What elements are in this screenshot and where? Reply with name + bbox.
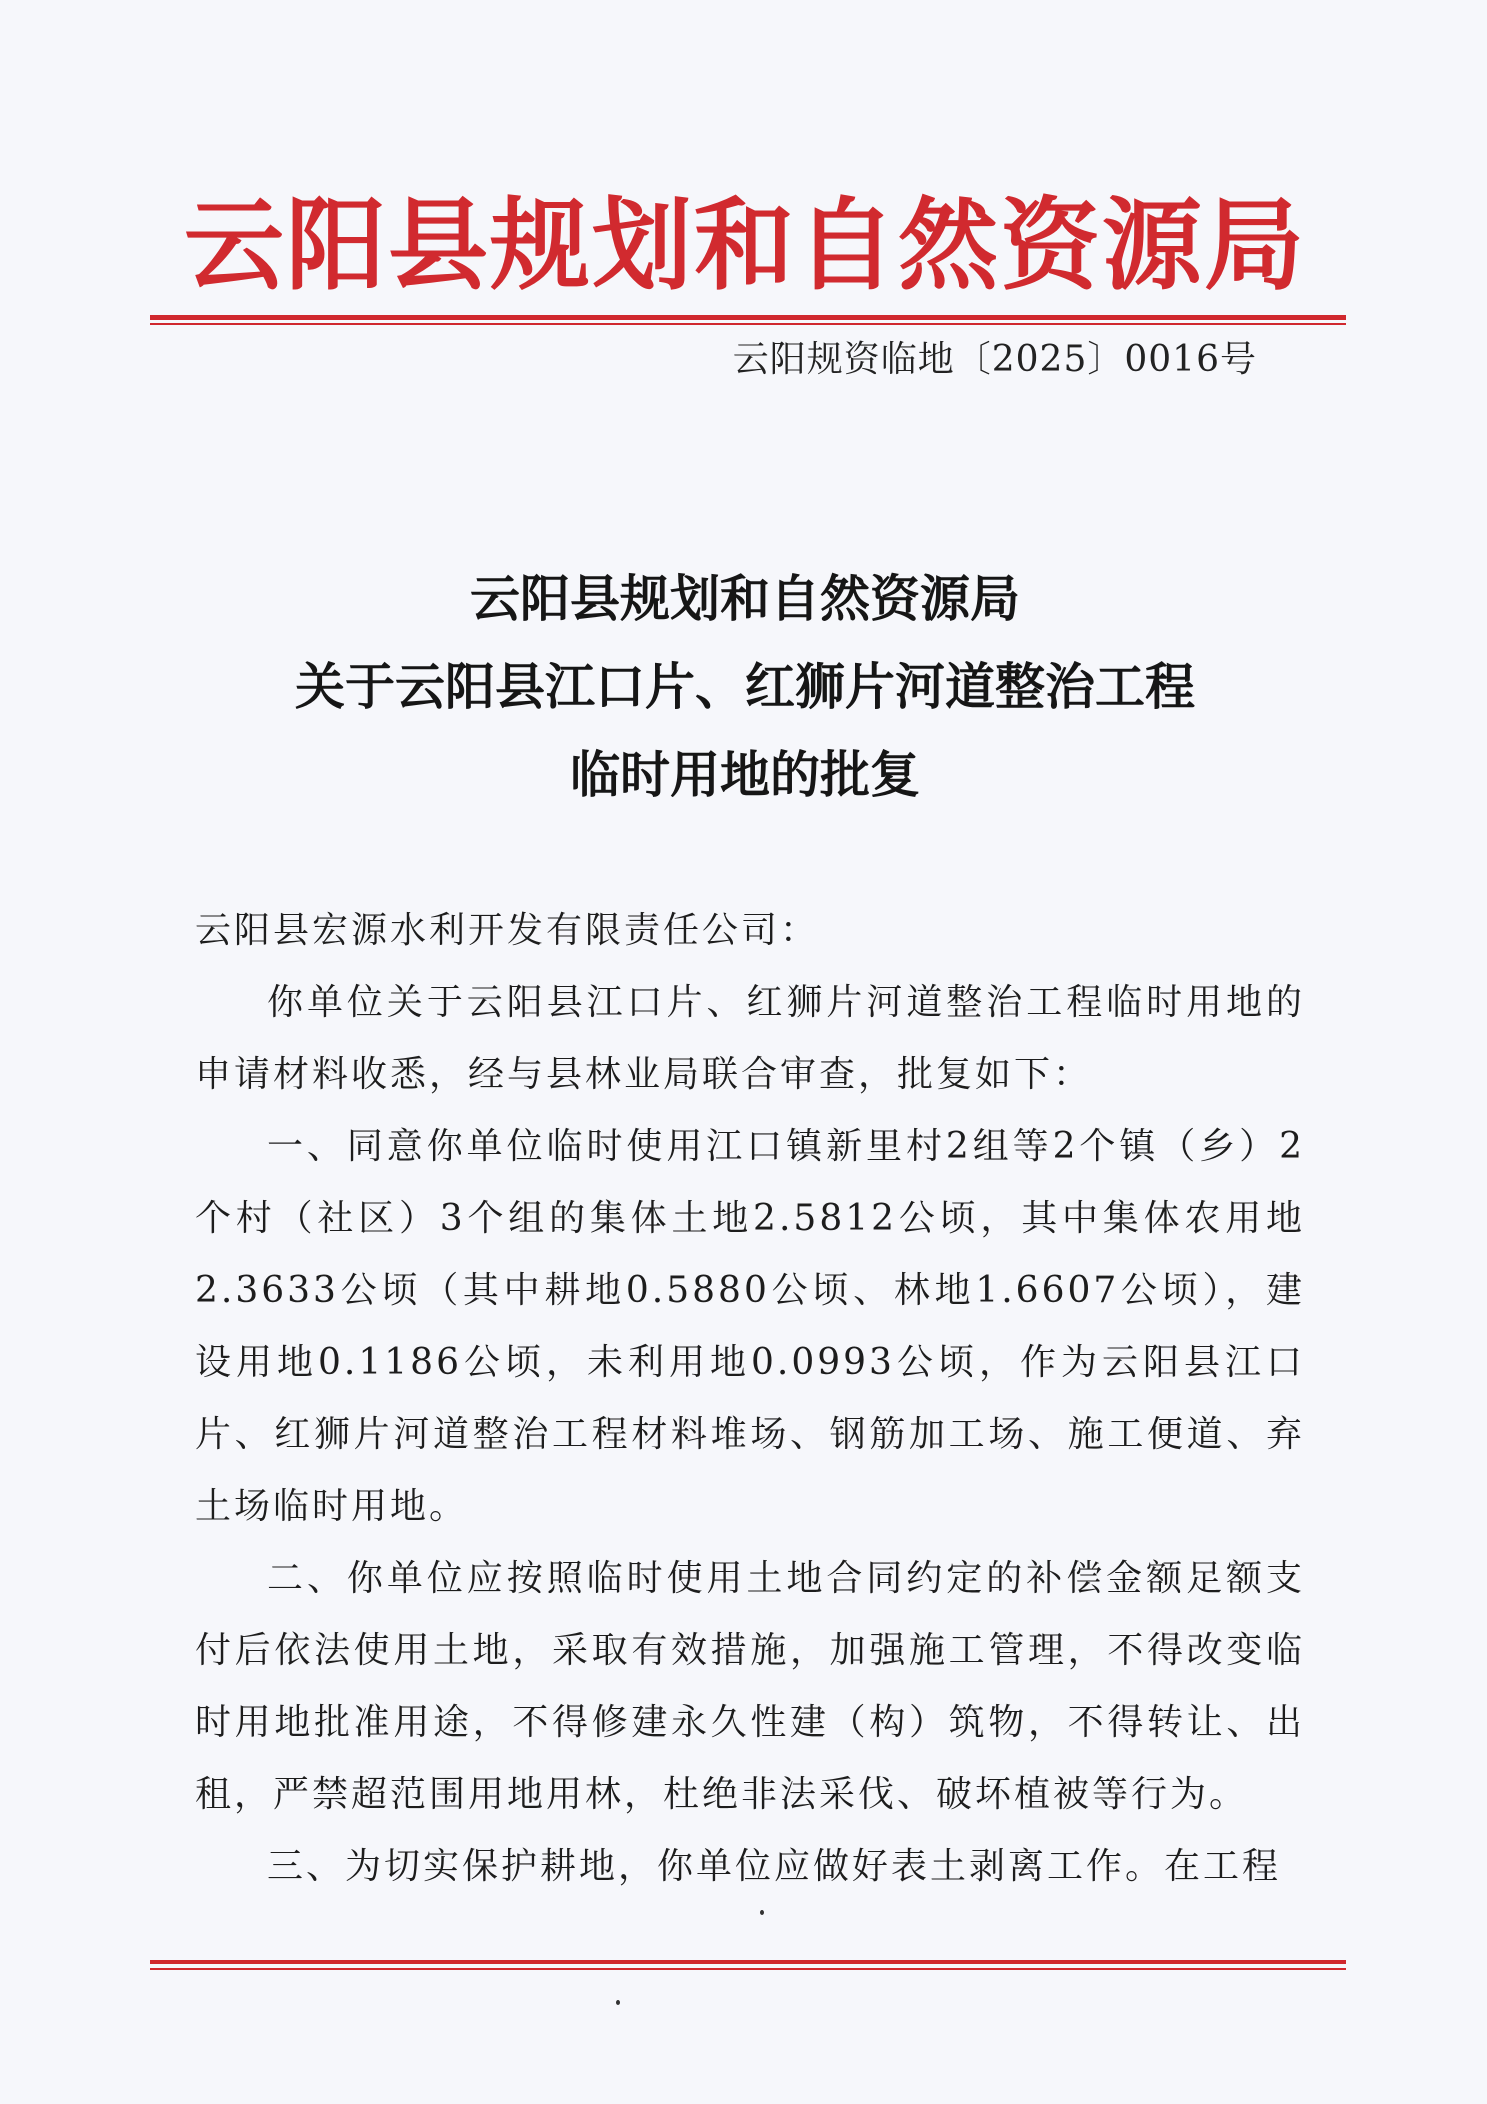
item-1-paragraph: 一、同意你单位临时使用江口镇新里村2组等2个镇（乡）2个村（社区）3个组的集体土地2.5812公顷，其中集体农用地2.3633公顷（其中耕地0.5880公顷、林地1.6607公顷），建设用地0.1186公顷，未利用地0.0993公顷，作为云阳县江口片、红狮片河道整治工程材料堆场、钢筋加工场、施工便道、弃土场临时用地。 [195,1126,1305,1527]
salutation: 云阳县宏源水利开发有限责任公司： [195,910,820,951]
title-line-2: 关于云阳县江口片、红狮片河道整治工程 [295,657,1195,716]
document-number: 云阳规资临地〔2025〕0016号 [732,339,1257,380]
footer-rule [150,1960,1346,1964]
masthead-rule [150,315,1346,320]
item-2-paragraph: 二、你单位应按照临时使用土地合同约定的补偿金额足额支付后依法使用土地，采取有效措施，加强施工管理，不得改变临时用地批准用途，不得修建永久性建（构）筑物，不得转让、出租，严禁超范围用地用林，杜绝非法采伐、破坏植被等行为。 [195,1558,1305,1815]
intro-paragraph: 你单位关于云阳县江口片、红狮片河道整治工程临时用地的申请材料收悉，经与县林业局联合审查，批复如下： [195,982,1305,1095]
document-title [150,555,1340,819]
title-line-3: 临时用地的批复 [570,745,920,804]
masthead-title: 云阳县规划和自然资源局 [184,186,1306,304]
document-body [195,895,1305,1903]
scan-speck [616,2000,620,2005]
title-line-1: 云阳县规划和自然资源局 [470,569,1020,628]
footer-rule-thin [150,1968,1346,1970]
masthead-rule-thin [150,323,1346,325]
item-3-paragraph: 三、为切实保护耕地，你单位应做好表土剥离工作。在工程 [267,1846,1282,1887]
scan-speck [760,1910,764,1915]
